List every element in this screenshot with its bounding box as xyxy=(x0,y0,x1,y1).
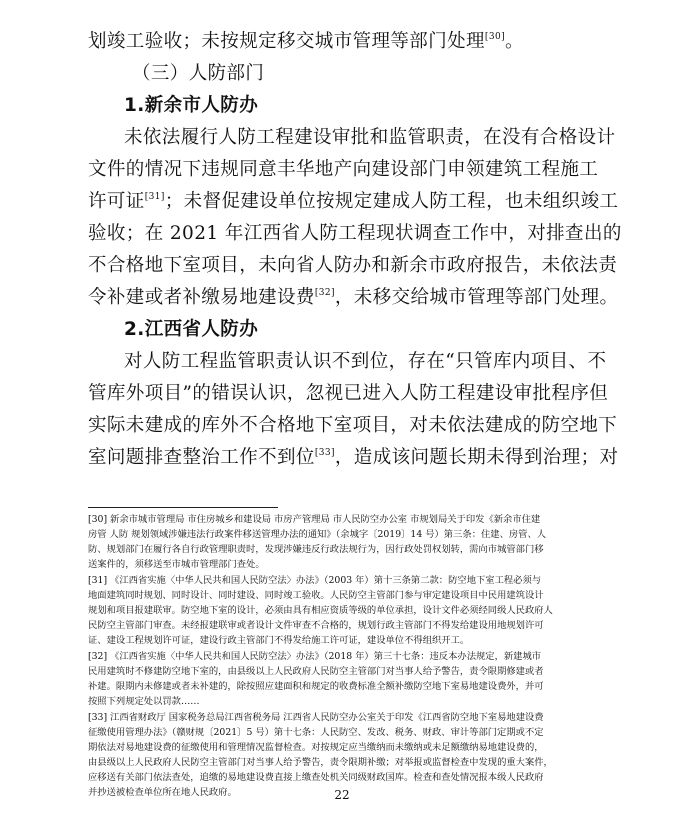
footnote-line: 补建。限期内未修建或者未补建的，除按照应建面积和规定的收费标准全额补缴防空地下室易地建设费外，并可 xyxy=(88,681,544,692)
body-text-run: 划竣工验收；未按规定移交城市管理等部门处理 xyxy=(88,31,485,52)
body-line xyxy=(88,186,619,218)
footnote-line: [33] 江西省财政厅 国家税务总局江西省税务局 江西省人民防空办公室关于印发《江西省防空地下室易地建设费 xyxy=(88,712,544,723)
footnote-line: 民防空主管部门审查。未经报建联审或者设计文件审查不合格的，规划行政主管部门不得发给建设用地规划许可 xyxy=(88,620,544,631)
subheading-jiangxi: 2.江西省人防办 xyxy=(124,319,259,340)
footnote-32 xyxy=(88,649,610,709)
body-text-run: ，造成该问题长期未得到治理；对 xyxy=(334,447,619,468)
body-line xyxy=(88,26,608,58)
footnote-ref-32[interactable]: [32] xyxy=(314,288,335,298)
body-line xyxy=(88,282,619,314)
footnote-line: 并抄送被检查单位所在地人民政府。 xyxy=(88,787,237,798)
main-body xyxy=(88,26,622,474)
body-text-run: 室问题排查整治工作不到位 xyxy=(88,447,315,468)
footnote-line: [32] 《江西省实施〈中华人民共和国人民防空法〉办法》（2018 年）第三十七条：违反本办法规定，新建城市 xyxy=(88,651,542,662)
footnote-line: 由县级以上人民政府人民防空主管部门对当事人给予警告，责令限期补缴；对举报或监督检查中发现的重大案件， xyxy=(88,757,553,768)
body-text-run: ，未移交给城市管理等部门处理。 xyxy=(334,287,619,308)
footnote-line: 应移送有关部门依法查处，追缴的易地建设费直接上缴查处机关同级财政国库。检查和查处情况报本级人民政府 xyxy=(88,772,544,783)
footnote-30 xyxy=(88,512,610,572)
footnote-line: 规划和项目报建联审。防空地下室的设计，必须由具有相应资质等级的单位承担，设计文件必须经同级人民政府人 xyxy=(88,605,553,616)
body-line: 管库外项目”的错误认识，忽视已进入人防工程建设审批程序但 xyxy=(88,383,609,404)
footnote-line: 按照下列规定处以罚款…… xyxy=(88,696,200,707)
footnote-ref-31[interactable]: [31] xyxy=(144,192,165,202)
footnote-31 xyxy=(88,573,610,648)
body-line: 验收；在 2021 年江西省人防工程现状调查工作中，对排查出的 xyxy=(88,223,622,244)
body-text-run: 许可证 xyxy=(88,191,145,212)
footnote-ref-30[interactable]: [30] xyxy=(484,32,505,42)
body-line: 实际未建成的库外不合格地下室项目，对未依法建成的防空地下 xyxy=(88,415,618,436)
footnote-line: [31] 《江西省实施〈中华人民共和国人民防空法〉办法》（2003 年）第十三条第二款：防空地下室工程必须与 xyxy=(88,575,542,586)
footnote-line: 送案件的，须移送至市城市管理部门查处。 xyxy=(88,559,265,570)
footnote-ref-33[interactable]: [33] xyxy=(314,448,335,458)
body-line: 文件的情况下违规同意丰华地产向建设部门申领建筑工程施工 xyxy=(88,159,599,180)
body-text-run: ；未督促建设单位按规定建成人防工程，也未组织竣工 xyxy=(164,191,619,212)
body-text-run: 令补建或者补缴易地建设费 xyxy=(88,287,315,308)
subheading-xinyu: 1.新余市人防办 xyxy=(124,95,259,116)
body-line: 不合格地下室项目，未向省人防办和新余市政府报告，未依法责 xyxy=(88,255,618,276)
footnote-line: 证、建设工程规划许可证，建设行政主管部门不得发给施工许可证，建设单位不得组织开工。 xyxy=(88,635,470,646)
footnote-line: 房管 人防 规划领域涉嫌违法行政案件移送管理办法的通知》（余城字〔2019〕14 号）第三条：住建、房管、人 xyxy=(88,529,547,540)
footnote-line: 地面建筑同时规划、同时设计、同时建设、同时竣工验收。人民防空主管部门参与审定建设项目中民用建筑设计 xyxy=(88,590,544,601)
footnote-line: [30] 新余市城市管理局 市住房城乡和建设局 市房产管理局 市人民防空办公室 市规划局关于印发《新余市住建 xyxy=(88,514,541,525)
footnote-33 xyxy=(88,710,610,800)
footnote-line: 民用建筑时不修建防空地下室的，由县级以上人民政府人民防空主管部门对当事人给予警告，责令限期修建或者 xyxy=(88,666,544,677)
footnote-line: 征缴使用管理办法》（赣财规〔2021〕5 号）第十七条：人民防空、发改、税务、财政、审计等部门定期或不定 xyxy=(88,727,544,738)
body-line xyxy=(88,442,619,474)
footnote-line: 期依法对易地建设费的征缴使用和管理情况监督检查。对按规定应当缴纳而未缴纳或未足额缴纳易地建设费的， xyxy=(88,742,544,753)
footnotes xyxy=(88,512,610,800)
body-text-run: 。 xyxy=(504,31,524,52)
footnote-separator xyxy=(88,507,278,508)
body-line: 对人防工程监管职责认识不到位，存在“只管库内项目、不 xyxy=(124,351,607,372)
section-heading: （三）人防部门 xyxy=(132,63,265,84)
page-number: 22 xyxy=(334,788,350,802)
footnote-line: 防、规划部门在履行各自行政管理职责时，发现涉嫌违反行政法规行为，因行政处罚权划转，需向市城管部门移 xyxy=(88,544,544,555)
body-line: 未依法履行人防工程建设审批和监管职责，在没有合格设计 xyxy=(124,127,616,148)
